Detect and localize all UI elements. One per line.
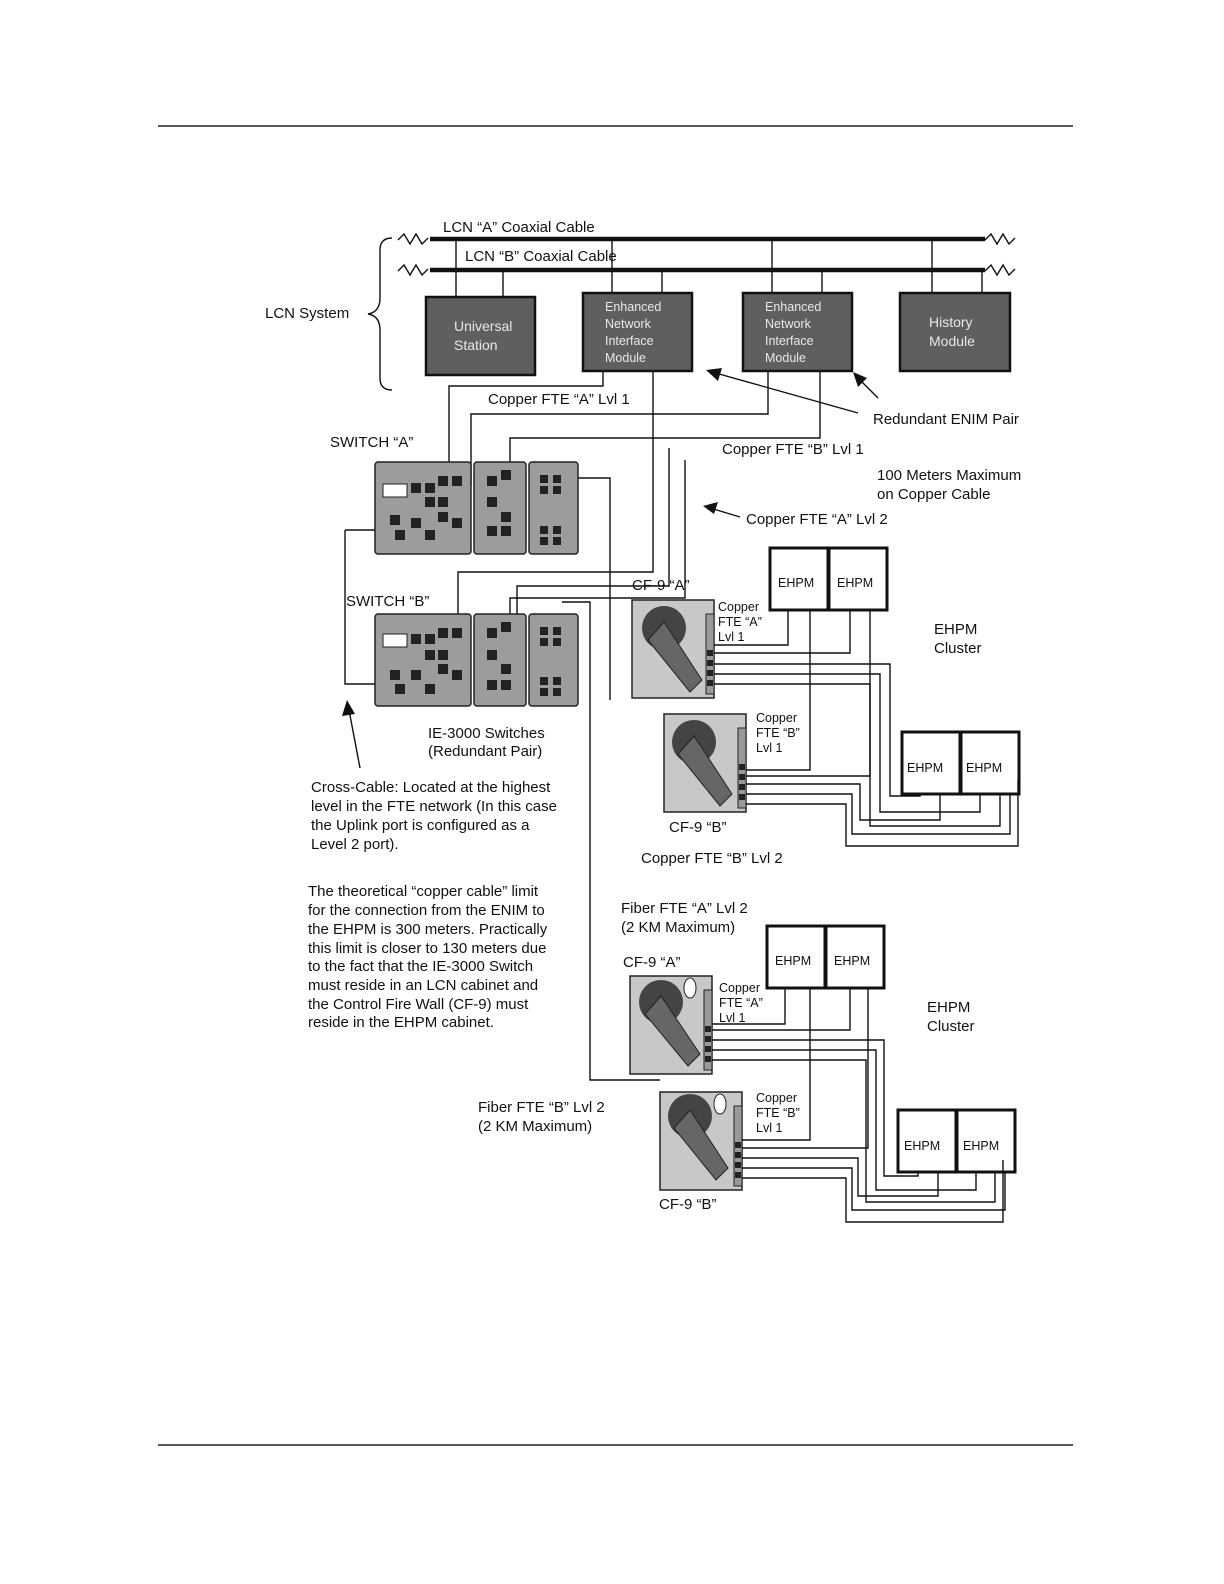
cf9-a-lower	[630, 976, 712, 1074]
enim-box-2	[743, 293, 852, 371]
fiber-fte-a-line2: (2 KM Maximum)	[621, 919, 736, 936]
lcn-a-cable-label: LCN “A” Coaxial Cable	[443, 219, 595, 236]
svg-text:Copper: Copper	[756, 1091, 797, 1105]
svg-text:Lvl 1: Lvl 1	[719, 1011, 746, 1025]
svg-text:Interface: Interface	[765, 334, 814, 348]
ehpm-cluster-upper-label	[934, 621, 982, 657]
switch-b	[375, 614, 578, 706]
cross-cable-line3: the Uplink port is configured as a	[311, 817, 530, 834]
redundant-enim-arrows	[706, 368, 878, 413]
svg-text:EHPM: EHPM	[775, 954, 812, 968]
cf9-b-lower	[660, 1092, 742, 1190]
svg-text:Cluster: Cluster	[927, 1018, 975, 1035]
cf9-a-lower-label: CF-9 “A”	[623, 954, 681, 971]
lcn-system-brace	[368, 238, 392, 390]
svg-text:this limit is closer to 130 me: this limit is closer to 130 meters due	[308, 940, 547, 957]
svg-text:Cluster: Cluster	[934, 640, 982, 657]
switch-a-label: SWITCH “A”	[330, 434, 414, 451]
svg-text:EHPM: EHPM	[904, 1139, 941, 1153]
svg-text:EHPM: EHPM	[934, 621, 978, 638]
ie3000-label-line1: IE-3000 Switches	[428, 725, 545, 742]
copper-fte-b-lower-label	[756, 1091, 800, 1135]
cf9-b-upper-label: CF-9 “B”	[669, 819, 727, 836]
svg-text:must reside in an LCN cabinet: must reside in an LCN cabinet and	[308, 977, 539, 994]
svg-text:Universal: Universal	[454, 318, 513, 334]
hundred-meters-line1: 100 Meters Maximum	[877, 467, 1022, 484]
svg-text:Enhanced: Enhanced	[605, 300, 662, 314]
svg-text:EHPM: EHPM	[966, 761, 1003, 775]
copper-fte-a-upper-label	[718, 600, 762, 644]
ehpm-pair-upper-1	[770, 548, 887, 610]
svg-text:Module: Module	[765, 351, 806, 365]
copper-fte-b-upper-label	[756, 711, 800, 755]
svg-text:the EHPM is 300 meters. Practi: the EHPM is 300 meters. Practically	[308, 921, 548, 938]
copper-fte-a-lvl1-label: Copper FTE “A” Lvl 1	[488, 391, 630, 408]
svg-text:Module: Module	[605, 351, 646, 365]
svg-text:Interface: Interface	[605, 334, 654, 348]
cross-cable-line4: Level 2 port).	[311, 836, 399, 853]
copper-fte-a-lvl2-label: Copper FTE “A” Lvl 2	[746, 511, 888, 528]
enim-box-1	[583, 293, 692, 371]
switch-a	[375, 462, 578, 554]
fiber-fte-a-line1: Fiber FTE “A” Lvl 2	[621, 900, 748, 917]
hundred-meters-line2: on Copper Cable	[877, 486, 991, 503]
svg-text:Copper: Copper	[756, 711, 797, 725]
svg-text:Lvl 1: Lvl 1	[756, 1121, 783, 1135]
svg-text:reside in the EHPM cabinet.: reside in the EHPM cabinet.	[308, 1014, 494, 1031]
svg-text:History: History	[929, 314, 973, 330]
svg-text:EHPM: EHPM	[963, 1139, 1000, 1153]
lcn-bus-b	[398, 265, 1015, 275]
fiber-fte-b-line1: Fiber FTE “B” Lvl 2	[478, 1099, 605, 1116]
history-module-box	[900, 293, 1010, 371]
svg-text:FTE “B”: FTE “B”	[756, 726, 800, 740]
ie3000-label-line2: (Redundant Pair)	[428, 743, 543, 760]
lcn-b-cable-label: LCN “B” Coaxial Cable	[465, 248, 617, 265]
copper-limit-note	[308, 883, 548, 1031]
ehpm-cluster-lower-label	[927, 999, 975, 1035]
cross-cable-line2: level in the FTE network (In this case	[311, 798, 557, 815]
svg-text:EHPM: EHPM	[907, 761, 944, 775]
fiber-fte-b-line2: (2 KM Maximum)	[478, 1118, 593, 1135]
svg-text:FTE “A”: FTE “A”	[718, 615, 762, 629]
cf9-b-lower-label: CF-9 “B”	[659, 1196, 717, 1213]
switch-b-label: SWITCH “B”	[346, 593, 430, 610]
cf9-a-upper-label: CF-9 “A”	[632, 577, 690, 594]
svg-text:FTE “B”: FTE “B”	[756, 1106, 800, 1120]
svg-text:Lvl 1: Lvl 1	[718, 630, 745, 644]
svg-text:Network: Network	[765, 317, 811, 331]
cf9-a-upper	[632, 600, 714, 698]
cf9-b-upper	[664, 714, 746, 812]
universal-station-box	[426, 297, 535, 375]
svg-text:FTE “A”: FTE “A”	[719, 996, 763, 1010]
svg-text:for the connection from the EN: for the connection from the ENIM to	[308, 902, 545, 919]
svg-text:EHPM: EHPM	[778, 576, 815, 590]
svg-text:EHPM: EHPM	[834, 954, 871, 968]
svg-text:EHPM: EHPM	[837, 576, 874, 590]
copper-fte-b-lvl1-label: Copper FTE “B” Lvl 1	[722, 441, 864, 458]
redundant-enim-label: Redundant ENIM Pair	[873, 411, 1019, 428]
ehpm-pair-lower-2	[898, 1110, 1015, 1172]
ehpm-pair-upper-2	[902, 732, 1019, 794]
cross-cable-arrow	[342, 700, 360, 768]
svg-text:Copper: Copper	[719, 981, 760, 995]
cross-cable-line1: Cross-Cable: Located at the highest	[311, 779, 551, 796]
svg-text:The theoretical “copper cable”: The theoretical “copper cable” limit	[308, 883, 539, 900]
copper-fte-a-lvl2-arrow	[703, 502, 740, 517]
svg-text:Module: Module	[929, 333, 975, 349]
svg-text:Network: Network	[605, 317, 651, 331]
svg-text:EHPM: EHPM	[927, 999, 971, 1016]
lcn-system-label: LCN System	[265, 305, 350, 322]
svg-text:to the fact that the IE-3000 S: to the fact that the IE-3000 Switch	[308, 958, 534, 975]
ehpm-pair-lower-1	[767, 926, 884, 988]
svg-text:Station: Station	[454, 337, 498, 353]
svg-text:Lvl 1: Lvl 1	[756, 741, 783, 755]
copper-fte-b-lvl2-label: Copper FTE “B” Lvl 2	[641, 850, 783, 867]
svg-text:Enhanced: Enhanced	[765, 300, 822, 314]
svg-text:the Control Fire Wall (CF-9) m: the Control Fire Wall (CF-9) must	[308, 996, 529, 1013]
svg-text:Copper: Copper	[718, 600, 759, 614]
copper-fte-a-lower-label	[719, 981, 763, 1025]
